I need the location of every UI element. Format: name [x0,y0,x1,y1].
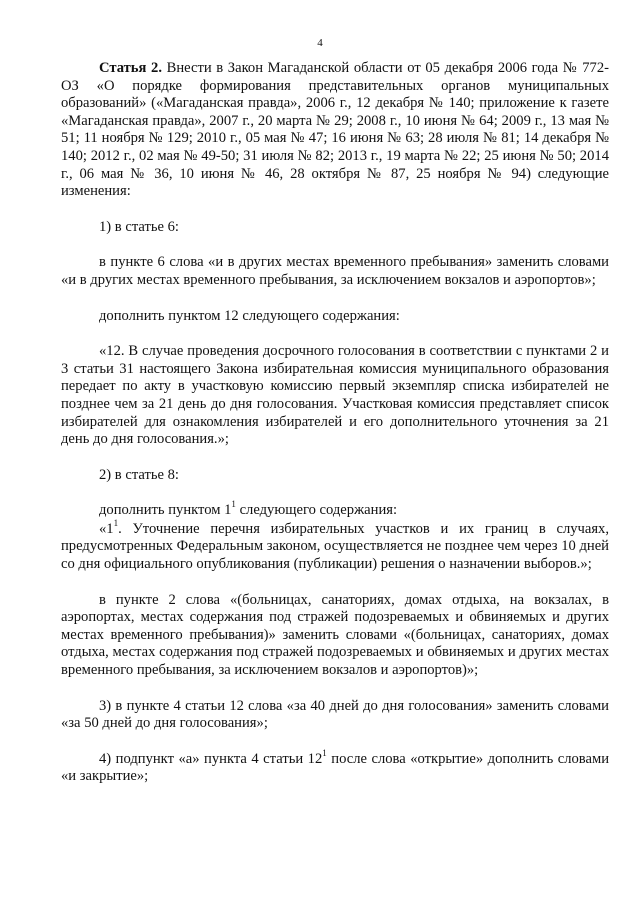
item-4-text-start: 4) подпункт «а» пункта 4 статьи 12 [99,750,323,767]
article-2-paragraph [61,60,609,201]
point-body: . Уточнение перечня избирательных участков и их границ в случаях, предусмотренных Федеральным законом, осуществляется не позднее чем через 10 дней со дня официального опубликования (публикации) решения о назначении выборов.»; [61,520,609,573]
page-number: 4 [317,37,323,49]
point-number: «1 [99,520,114,537]
superscript: 1 [231,499,236,510]
document-body [61,60,609,786]
item-2-title: 2) в статье 8: [99,466,179,483]
item-1-title: 1) в статье 6: [99,218,179,235]
article-heading: Статья 2. [99,60,162,76]
item-2-add-point-intro [61,499,609,520]
item-2-add-intro-tail: следующего содержания: [235,502,398,519]
item-1-point-6-change: в пункте 6 слова «и в других местах временного пребывания» заменить словами «и в других местах временного пребывания, за исключением вокзалов и аэропортов»; [61,254,609,288]
item-1-point-12-text: «12. В случае проведения досрочного голосования в соответствии с пунктами 2 и 3 статьи 31 настоящего Закона избирательная комиссия муниципального образования передает по акту в участковую комиссию первый экземпляр списка избирателей не позднее чем за 21 день до дня голосования. Участковая комиссия представляет список избирателей для ознакомления избирателей и его дополнительного уточнения за 21 день до дня голосования.»; [61,343,609,448]
item-4-text [61,747,609,786]
article-intro: Внести в Закон Магаданской области от 05 декабря 2006 года № 772-ОЗ «О порядке формирования представительных органов муниципальных образований» («Магаданская правда», 2006 г., 12 декабря № 140; приложение к газете «Магаданская правда», 2007 г., 20 марта № 29; 2008 г., 10 июня № 64; 2009 г., 13 мая № 51; 11 ноября № 129; 2010 г., 05 мая № 47; 16 июня № 63; 28 июля № 81; 14 декабря № 140; 2012 г., 02 мая № 49-50; 31 июля № 82; 2013 г., 19 марта № 22; 25 июня № 50; 2014 г., 06 мая № 36, 10 июня № 46, 28 октября № 87, 25 ноября № 94) следующие изменения: [61,60,609,200]
item-4-text-end: после слова «открытие» дополнить словами «и закрытие»; [61,750,609,785]
item-1-add-point-12-intro: дополнить пунктом 12 следующего содержания: [99,307,400,324]
item-3-text: 3) в пункте 4 статьи 12 слова «за 40 дней до дня голосования» заменить словами «за 50 дней до дня голосования»; [61,697,609,732]
item-2-point-1-1-text [61,518,609,574]
superscript: 1 [322,747,327,758]
item-2-point-2-change: в пункте 2 слова «(больницах, санаториях, домах отдыха, на вокзалах, в аэропортах, местах содержания под стражей подозреваемых и обвиняемых и других местах временного пребывания)» заменить словами «(больницах, санаториях, домах отдыха, местах содержания под стражей подозреваемых и обвиняемых и других местах временного пребывания, за исключением вокзалов и аэропортов)»; [61,591,609,679]
item-2-add-intro-text: дополнить пунктом 1 [99,502,232,519]
superscript: 1 [113,518,119,529]
